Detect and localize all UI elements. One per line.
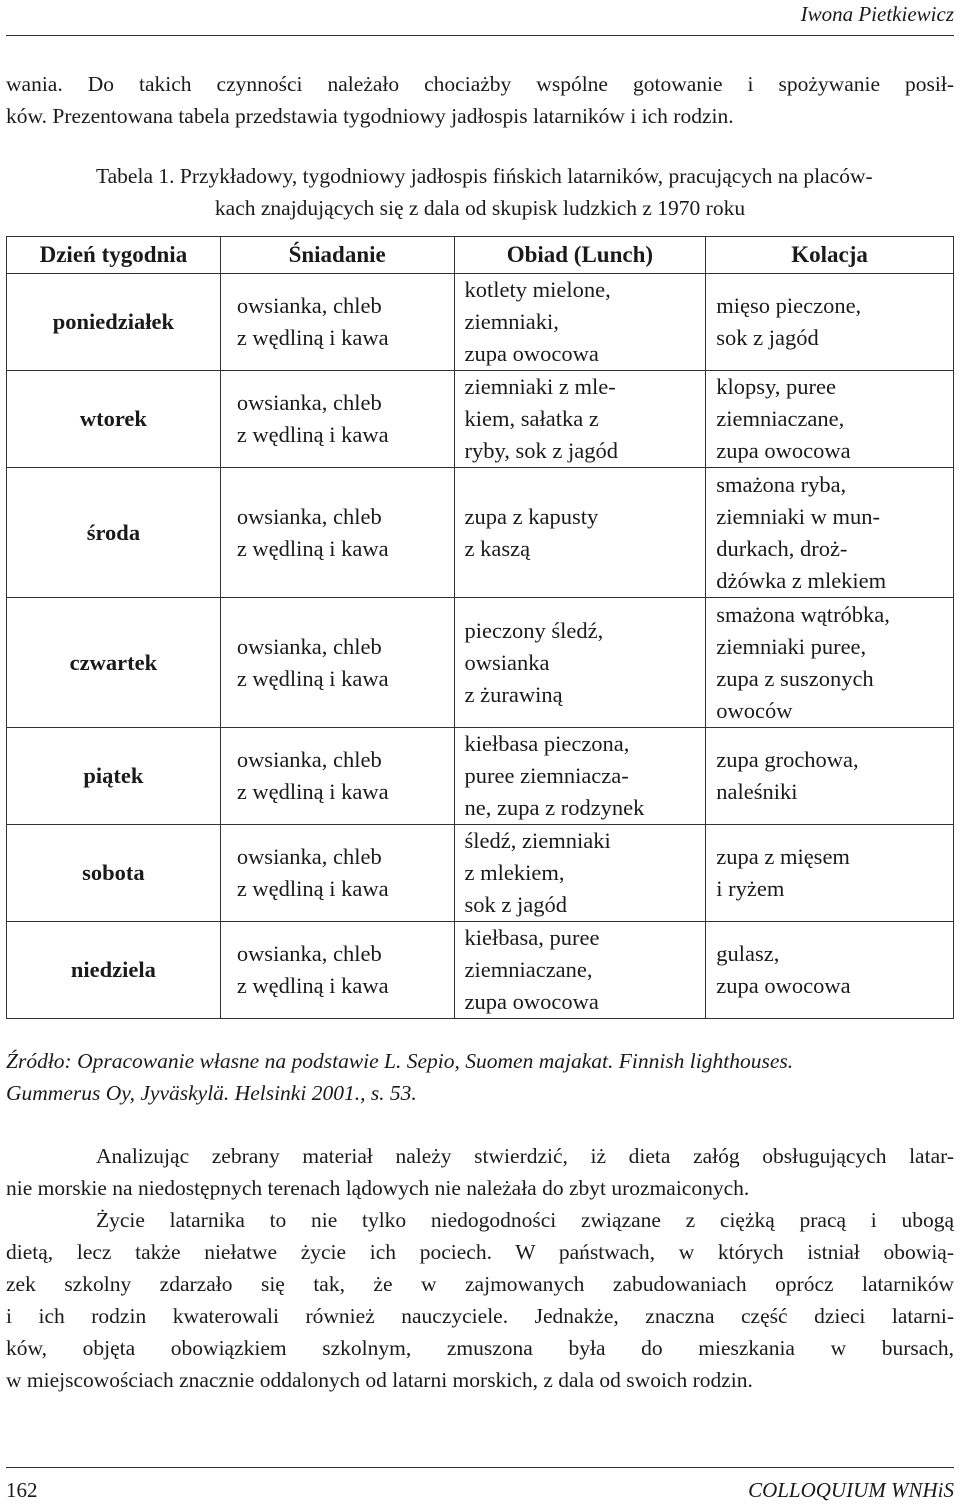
- cell-line: owsianka, chleb: [236, 503, 382, 529]
- table-source: [6, 1045, 954, 1109]
- cell-line: z wędliną i kawa: [236, 325, 389, 350]
- cell-line: owsianka, chleb: [236, 293, 382, 318]
- cell-breakfast: [220, 274, 454, 371]
- body-line: nie morskie na niedostępnych terenach lądowych nie należała do zbyt urozmaiconych.: [6, 1176, 750, 1200]
- cell-line: owsianka, chleb: [236, 633, 382, 659]
- cell-line: sok z jagód: [716, 325, 819, 350]
- cell-line: kotlety mielone,: [464, 277, 611, 302]
- cell-line: naleśniki: [716, 779, 798, 804]
- cell-lunch: [454, 728, 706, 825]
- cell-day: środa: [7, 468, 221, 598]
- cell-breakfast: [220, 468, 454, 598]
- cell-line: ziemniaki,: [464, 309, 559, 334]
- intro-line: ków. Prezentowana tabela przedstawia tygodniowy jadłospis latarników i ich rodzin.: [6, 104, 734, 128]
- cell-line: mięso pieczone,: [716, 293, 862, 318]
- meal-plan-table: [6, 236, 954, 1019]
- intro-line: wania. Do takich czynności należało chociażby wspólne gotowanie i spożywanie posił-: [6, 72, 954, 96]
- cell-line: kiełbasa, puree: [464, 925, 600, 950]
- body-line: w miejscowościach znacznie oddalonych od latarni morskich, z dala od swoich rodzin.: [6, 1368, 753, 1392]
- cell-line: owsianka, chleb: [236, 390, 382, 415]
- cell-line: z żurawiną: [464, 681, 563, 707]
- cell-line: kiełbasa pieczona,: [464, 731, 630, 756]
- cell-line: zupa z mięsem: [716, 844, 850, 869]
- cell-line: z mlekiem,: [464, 860, 565, 885]
- table-body: [7, 274, 954, 1019]
- header-lunch: Obiad (Lunch): [454, 237, 706, 274]
- cell-lunch: [454, 825, 706, 922]
- cell-dinner: [706, 922, 954, 1019]
- cell-line: owsianka, chleb: [236, 844, 382, 869]
- table-row: [7, 728, 954, 825]
- cell-dinner: [706, 371, 954, 468]
- header-day: Dzień tygodnia: [7, 237, 221, 274]
- intro-paragraph: [6, 68, 954, 132]
- source-line: Gummerus Oy, Jyväskylä. Helsinki 2001., s. 53.: [6, 1081, 417, 1105]
- body-line: ków, objęta obowiązkiem szkolnym, zmuszona była do mieszkania w bursach,: [6, 1336, 954, 1360]
- journal-name: COLLOQUIUM WNHiS: [748, 1478, 954, 1502]
- body-paragraphs: [6, 1140, 954, 1396]
- cell-lunch: [454, 922, 706, 1019]
- cell-line: zupa z kapusty: [464, 503, 599, 529]
- cell-line: owoców: [716, 697, 793, 723]
- cell-line: ziemniaczane,: [464, 957, 593, 982]
- cell-line: owsianka, chleb: [236, 941, 382, 966]
- cell-line: ryby, sok z jagód: [464, 438, 619, 463]
- cell-line: sok z jagód: [464, 892, 567, 917]
- caption-line: Tabela 1. Przykładowy, tygodniowy jadłospis fińskich latarników, pracujących na placów-: [96, 164, 873, 188]
- body-line: zek szkolny zdarzało się tak, że w zajmowanych zabudowaniach oprócz latarników: [6, 1272, 954, 1296]
- cell-dinner: [706, 825, 954, 922]
- cell-line: z wędliną i kawa: [236, 876, 389, 901]
- cell-breakfast: [220, 371, 454, 468]
- cell-line: zupa owocowa: [464, 341, 599, 366]
- header-breakfast: Śniadanie: [220, 237, 454, 274]
- table-row: [7, 371, 954, 468]
- cell-line: ziemniaczane,: [716, 406, 845, 431]
- cell-line: klopsy, puree: [716, 374, 836, 399]
- cell-day: niedziela: [7, 922, 221, 1019]
- header-rule: [6, 35, 954, 36]
- cell-line: puree ziemniacza-: [464, 763, 629, 788]
- cell-line: i ryżem: [716, 876, 785, 901]
- table-row: [7, 598, 954, 728]
- table-row: [7, 468, 954, 598]
- cell-lunch: [454, 598, 706, 728]
- cell-breakfast: [220, 728, 454, 825]
- cell-line: zupa z suszonych: [716, 665, 874, 691]
- cell-line: ziemniaki puree,: [716, 633, 867, 659]
- cell-line: z wędliną i kawa: [236, 422, 389, 447]
- cell-line: gulasz,: [716, 941, 780, 966]
- cell-lunch: [454, 371, 706, 468]
- cell-breakfast: [220, 825, 454, 922]
- cell-line: smażona wątróbka,: [716, 601, 890, 627]
- cell-line: z wędliną i kawa: [236, 665, 389, 691]
- cell-line: dżówka z mlekiem: [716, 567, 887, 593]
- cell-line: smażona ryba,: [716, 471, 847, 497]
- caption-line: kach znajdujących się z dala od skupisk ludzkich z 1970 roku: [214, 196, 746, 220]
- cell-line: ziemniaki w mun-: [716, 503, 880, 529]
- cell-line: śledź, ziemniaki: [464, 828, 611, 853]
- cell-dinner: [706, 468, 954, 598]
- table-row: [7, 922, 954, 1019]
- cell-line: zupa owocowa: [716, 438, 851, 463]
- table-caption: [6, 160, 954, 224]
- cell-lunch: [454, 274, 706, 371]
- cell-line: owsianka: [464, 649, 550, 675]
- cell-line: zupa owocowa: [716, 973, 851, 998]
- cell-lunch: [454, 468, 706, 598]
- table-row: [7, 825, 954, 922]
- cell-day: czwartek: [7, 598, 221, 728]
- cell-day: piątek: [7, 728, 221, 825]
- cell-line: owsianka, chleb: [236, 747, 382, 772]
- cell-line: ne, zupa z rodzynek: [464, 795, 645, 820]
- cell-line: z wędliną i kawa: [236, 779, 389, 804]
- body-line: i ich rodzin kwaterowali również nauczyciele. Jednakże, znaczna część dzieci latarni-: [6, 1304, 954, 1328]
- cell-dinner: [706, 598, 954, 728]
- table-header-row: [7, 237, 954, 274]
- cell-breakfast: [220, 598, 454, 728]
- body-line: dietą, lecz także niełatwe życie ich pociech. W państwach, w których istniał obowią-: [6, 1240, 954, 1264]
- header-dinner: Kolacja: [706, 237, 954, 274]
- page-number: 162: [6, 1478, 38, 1502]
- cell-line: pieczony śledź,: [464, 617, 604, 643]
- cell-dinner: [706, 274, 954, 371]
- cell-line: durkach, droż-: [716, 535, 848, 561]
- cell-day: poniedziałek: [7, 274, 221, 371]
- footer-rule: [6, 1467, 954, 1468]
- cell-line: kiem, sałatka z: [464, 406, 599, 431]
- table-row: [7, 274, 954, 371]
- cell-line: z wędliną i kawa: [236, 535, 389, 561]
- cell-line: z wędliną i kawa: [236, 973, 389, 998]
- cell-line: zupa grochowa,: [716, 747, 859, 772]
- cell-breakfast: [220, 922, 454, 1019]
- body-line: Analizując zebrany materiał należy stwierdzić, iż dieta załóg obsługujących latar-: [96, 1144, 954, 1168]
- running-header-author: Iwona Pietkiewicz: [800, 2, 954, 26]
- cell-line: ziemniaki z mle-: [464, 374, 616, 399]
- source-line: Źródło: Opracowanie własne na podstawie L. Sepio, Suomen majakat. Finnish lighthouses.: [6, 1049, 794, 1073]
- cell-dinner: [706, 728, 954, 825]
- cell-day: sobota: [7, 825, 221, 922]
- cell-line: z kaszą: [464, 535, 531, 561]
- cell-day: wtorek: [7, 371, 221, 468]
- cell-line: zupa owocowa: [464, 989, 599, 1014]
- body-line: Życie latarnika to nie tylko niedogodności związane z ciężką pracą i ubogą: [96, 1208, 954, 1232]
